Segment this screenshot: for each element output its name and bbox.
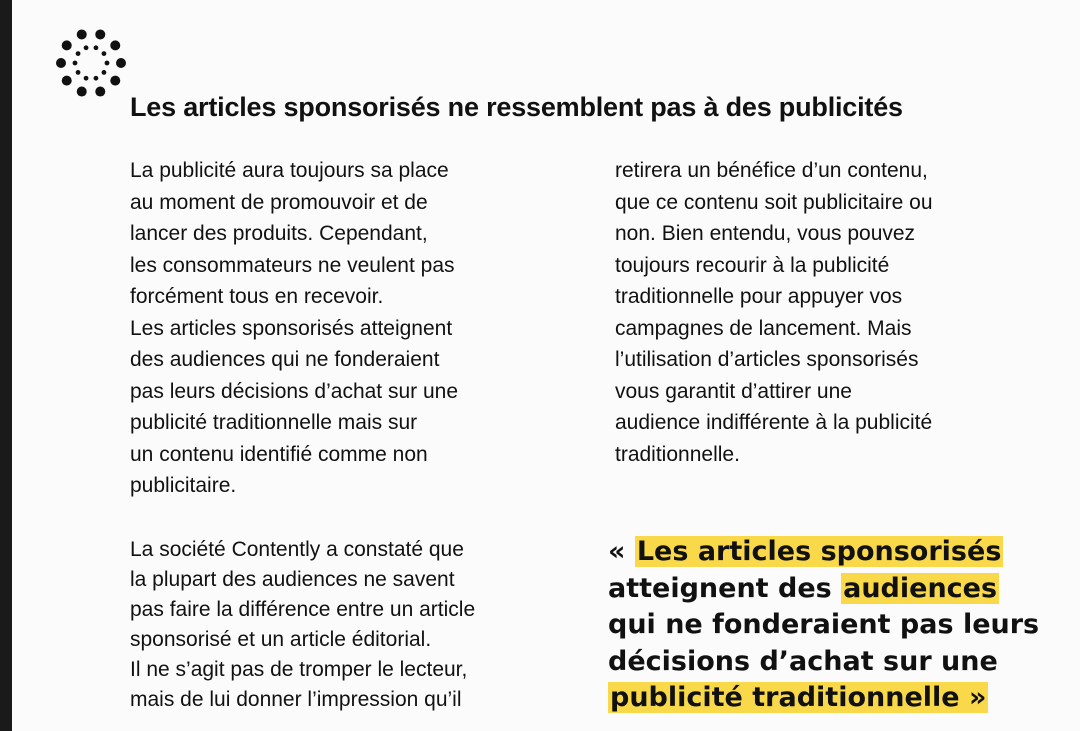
text-line: traditionnelle pour appuyer vos [615,285,903,308]
text-line: des audiences qui ne fonderaient [130,348,440,371]
dotted-flower-logo-icon [50,22,132,104]
text-line: Les articles sponsorisés atteignent [130,316,453,340]
text-line: les consommateurs ne veulent pas [130,253,455,277]
text-line: La publicité aura toujours sa place [130,159,449,182]
quote-text: atteignent des [608,572,842,604]
text-line: La société Contently a constaté que [130,538,464,561]
text-line: pas leurs décisions d’achat sur une [130,379,459,403]
text-line: lancer des produits. Cependant, [130,222,428,245]
pull-quote [608,534,1039,717]
quote-line-4: décisions d’achat sur une [608,645,998,677]
quote-highlight: Les articles sponsorisés [636,536,1002,567]
document-page [12,0,1080,731]
quote-highlight: audiences [843,572,998,604]
text-line: Il ne s’agit pas de tromper le lecteur, [130,658,468,681]
quote-line-3: qui ne fonderaient pas leurs [608,609,1040,640]
text-line: l’utilisation d’articles sponsorisés [615,348,919,371]
text-line: publicité traditionnelle mais sur [130,411,418,434]
text-line: la plupart des audiences ne savent [130,568,455,591]
text-line: vous garantit d’attirer une [615,379,852,403]
text-line: toujours recourir à la publicité [615,253,890,277]
text-line: un contenu identifié comme non [130,442,428,466]
quote-highlight: publicité traditionnelle » [610,682,987,713]
text-line: non. Bien entendu, vous pouvez [615,222,916,245]
text-line: que ce contenu soit publicitaire ou [615,190,933,214]
text-line: retirera un bénéfice d’un contenu, [615,159,928,182]
quote-line-5 [608,680,1039,717]
page-title: Les articles sponsorisés ne ressemblent pas à des publicités [130,92,903,122]
text-line: publicitaire. [130,474,237,497]
left-column-paragraph-1 [130,155,458,502]
text-line: mais de lui donner l’impression qu’il [130,688,462,711]
quote-line-1 [608,534,1039,571]
text-line: forcément tous en recevoir. [130,285,384,308]
text-line: sponsorisé et un article éditorial. [130,628,432,651]
text-line: audience indifférente à la publicité [615,411,933,434]
text-line: au moment de promouvoir et de [130,190,428,214]
quote-line-2 [608,571,1039,608]
text-line: traditionnelle. [615,442,740,466]
left-column-paragraph-2 [130,535,475,715]
text-line: campagnes de lancement. Mais [615,316,912,340]
text-line: pas faire la différence entre un article [130,598,476,621]
right-column-paragraph [615,155,933,470]
quote-open-mark: « [608,536,635,567]
